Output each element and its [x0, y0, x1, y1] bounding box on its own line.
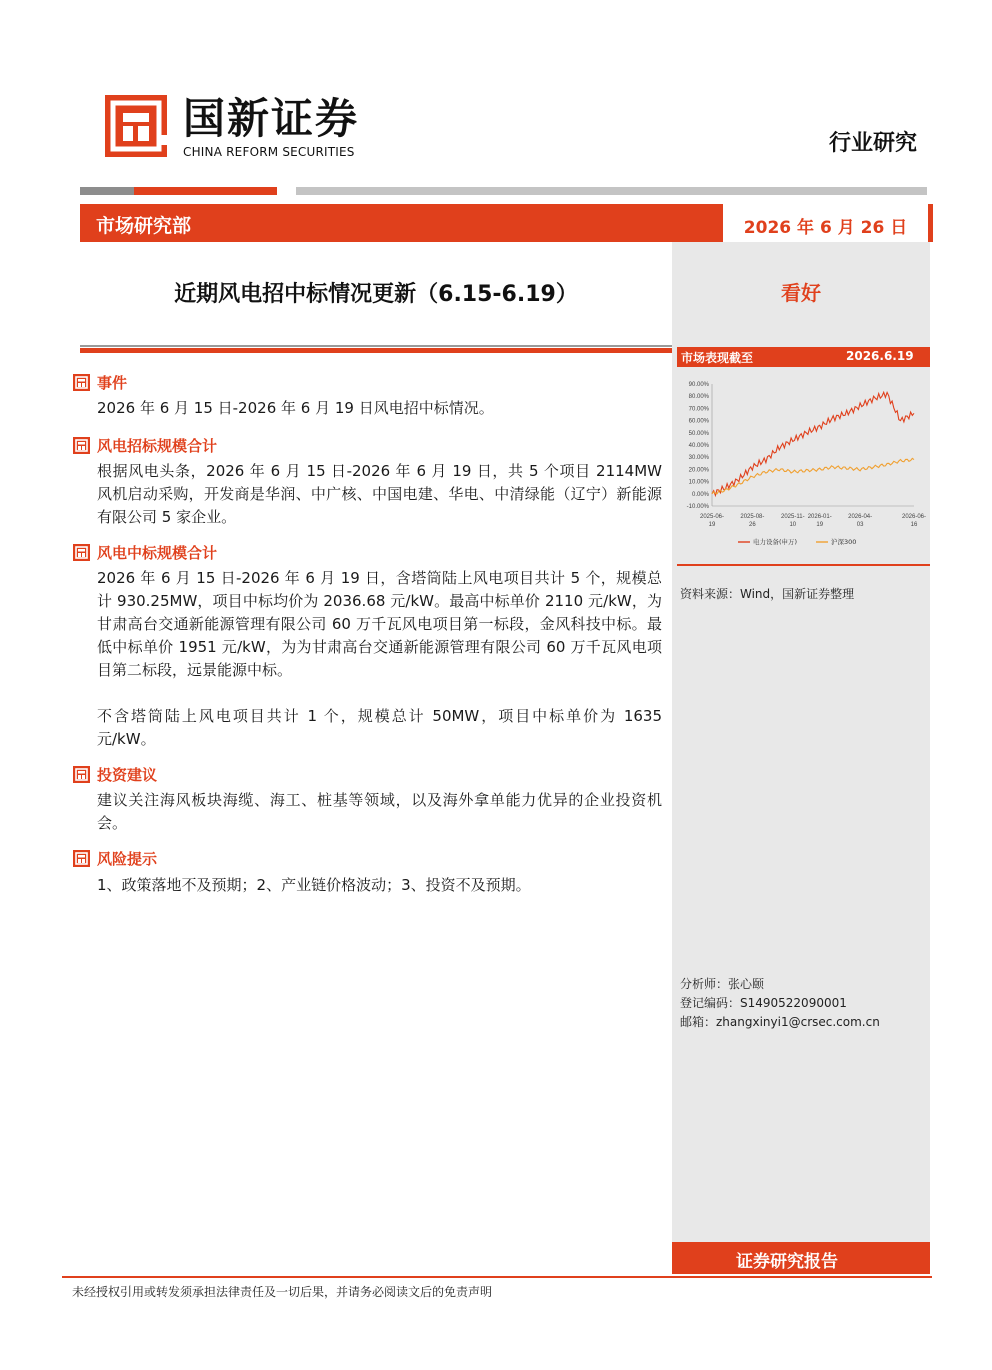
x-tick-label: 2025-06-: [699, 514, 725, 520]
x-tick-label: 16: [910, 522, 918, 528]
analyst-name: 分析师：张心颐: [680, 977, 765, 991]
section-title: 投资建议: [97, 766, 158, 784]
title-rule-red: [80, 348, 672, 353]
y-tick-label: 30.00%: [688, 455, 709, 462]
section-logo-icon: [73, 437, 90, 454]
x-tick-label: 10: [789, 522, 797, 528]
divider-gray-left: [80, 187, 134, 195]
section-logo-icon: [73, 544, 90, 561]
y-tick-label: 40.00%: [688, 443, 709, 449]
report-type-label: 证券研究报告: [736, 1252, 838, 1272]
section-paragraph: 不含塔筒陆上风电项目共计 1 个，规模总计 50MW，项目中标单价为 1635 元/kW。: [97, 707, 662, 748]
x-tick-label: 03: [856, 522, 864, 528]
x-tick-label: 2025-08-: [740, 514, 765, 520]
x-tick-label: 26: [749, 522, 756, 528]
x-tick-label: 2026-04-: [848, 514, 873, 520]
y-tick-label: 50.00%: [688, 430, 709, 437]
divider-gray-right: [296, 187, 927, 195]
x-tick-label: 19: [708, 522, 716, 528]
y-tick-label: 0.00%: [691, 491, 709, 498]
y-tick-label: 70.00%: [688, 406, 709, 413]
report-title: 近期风电招中标情况更新（6.15-6.19）: [174, 282, 578, 307]
section-title: 风电中标规模合计: [97, 544, 218, 562]
section-title: 风险提示: [97, 850, 158, 868]
x-tick-label: 2026-01-: [807, 514, 832, 520]
section-logo-icon: [73, 766, 90, 783]
series-line: [712, 392, 914, 495]
market-performance-chart: [678, 372, 928, 552]
market-label: 市场表现截至: [681, 351, 754, 365]
footer-rule: [62, 1276, 932, 1278]
section-title: 风电招标规模合计: [97, 437, 218, 455]
rating-label: 看好: [781, 281, 821, 305]
section-paragraph: 根据风电头条，2026 年 6 月 15 日-2026 年 6 月 19 日，共 5 个项目 2114MW 风机启动采购，开发商是华润、中广核、中国电建、华电、中清绿能（辽宁）新能源有限公司 5 家企业。: [97, 462, 662, 526]
analyst-email: 邮箱：zhangxinyi1@crsec.com.cn: [680, 1015, 880, 1029]
x-tick-label: 2026-06-: [901, 514, 927, 520]
chart-source: 资料来源：Wind，国新证券整理: [680, 587, 855, 601]
title-rule-gray: [80, 345, 672, 347]
document-type: 行业研究: [828, 131, 917, 156]
series-line: [712, 458, 914, 493]
legend-label: 沪深300: [831, 538, 857, 546]
section-paragraph: 1、政策落地不及预期；2、产业链价格波动；3、投资不及预期。: [97, 876, 531, 894]
y-tick-label: 10.00%: [688, 479, 709, 486]
y-tick-label: 90.00%: [688, 382, 709, 388]
section-paragraph: 建议关注海风板块海缆、海工、桩基等领域，以及海外拿单能力优异的企业投资机会。: [97, 791, 662, 832]
section-paragraph: 2026 年 6 月 15 日-2026 年 6 月 19 日，含塔筒陆上风电项目共计 5 个，规模总计 930.25MW，项目中标均价为 2036.68 元/kW。最高中标单价 2110 元/kW，为甘肃高台交通新能源管理有限公司 60 万千瓦风电项目第一标段，金风科技中标。最低中标单价 1951 元/kW，为为甘肃高台交通新能源管理有限公司 60 万千瓦风电项目第二标段，远景能源中标。: [97, 569, 662, 679]
department-label: 市场研究部: [96, 215, 192, 237]
section-logo-icon: [73, 850, 90, 867]
y-tick-label: 60.00%: [688, 418, 709, 425]
y-tick-label: 80.00%: [688, 394, 709, 401]
report-date: 2026 年 6 月 26 日: [743, 218, 908, 238]
company-logo-icon: [105, 95, 167, 157]
y-tick-label: -10.00%: [686, 504, 709, 510]
section-paragraph: 2026 年 6 月 15 日-2026 年 6 月 19 日风电招中标情况。: [97, 399, 494, 417]
disclaimer-text: 未经授权引用或转发须承担法律责任及一切后果，并请务必阅读文后的免责声明: [72, 1285, 493, 1299]
x-tick-label: 2025-11-: [781, 514, 805, 520]
legend-label: 电力设备(申万): [753, 538, 798, 546]
analyst-reg-no: 登记编码：S1490522090001: [680, 996, 847, 1010]
company-name-cn: 国新证券: [183, 94, 360, 143]
section-title: 事件: [97, 374, 128, 392]
sidebar-rule: [677, 564, 930, 566]
section-logo-icon: [73, 374, 90, 391]
market-date: 2026.6.19: [846, 349, 914, 363]
divider-red: [134, 187, 277, 195]
x-tick-label: 19: [816, 522, 824, 528]
y-tick-label: 20.00%: [688, 467, 709, 474]
company-name-en: CHINA REFORM SECURITIES: [183, 145, 355, 159]
